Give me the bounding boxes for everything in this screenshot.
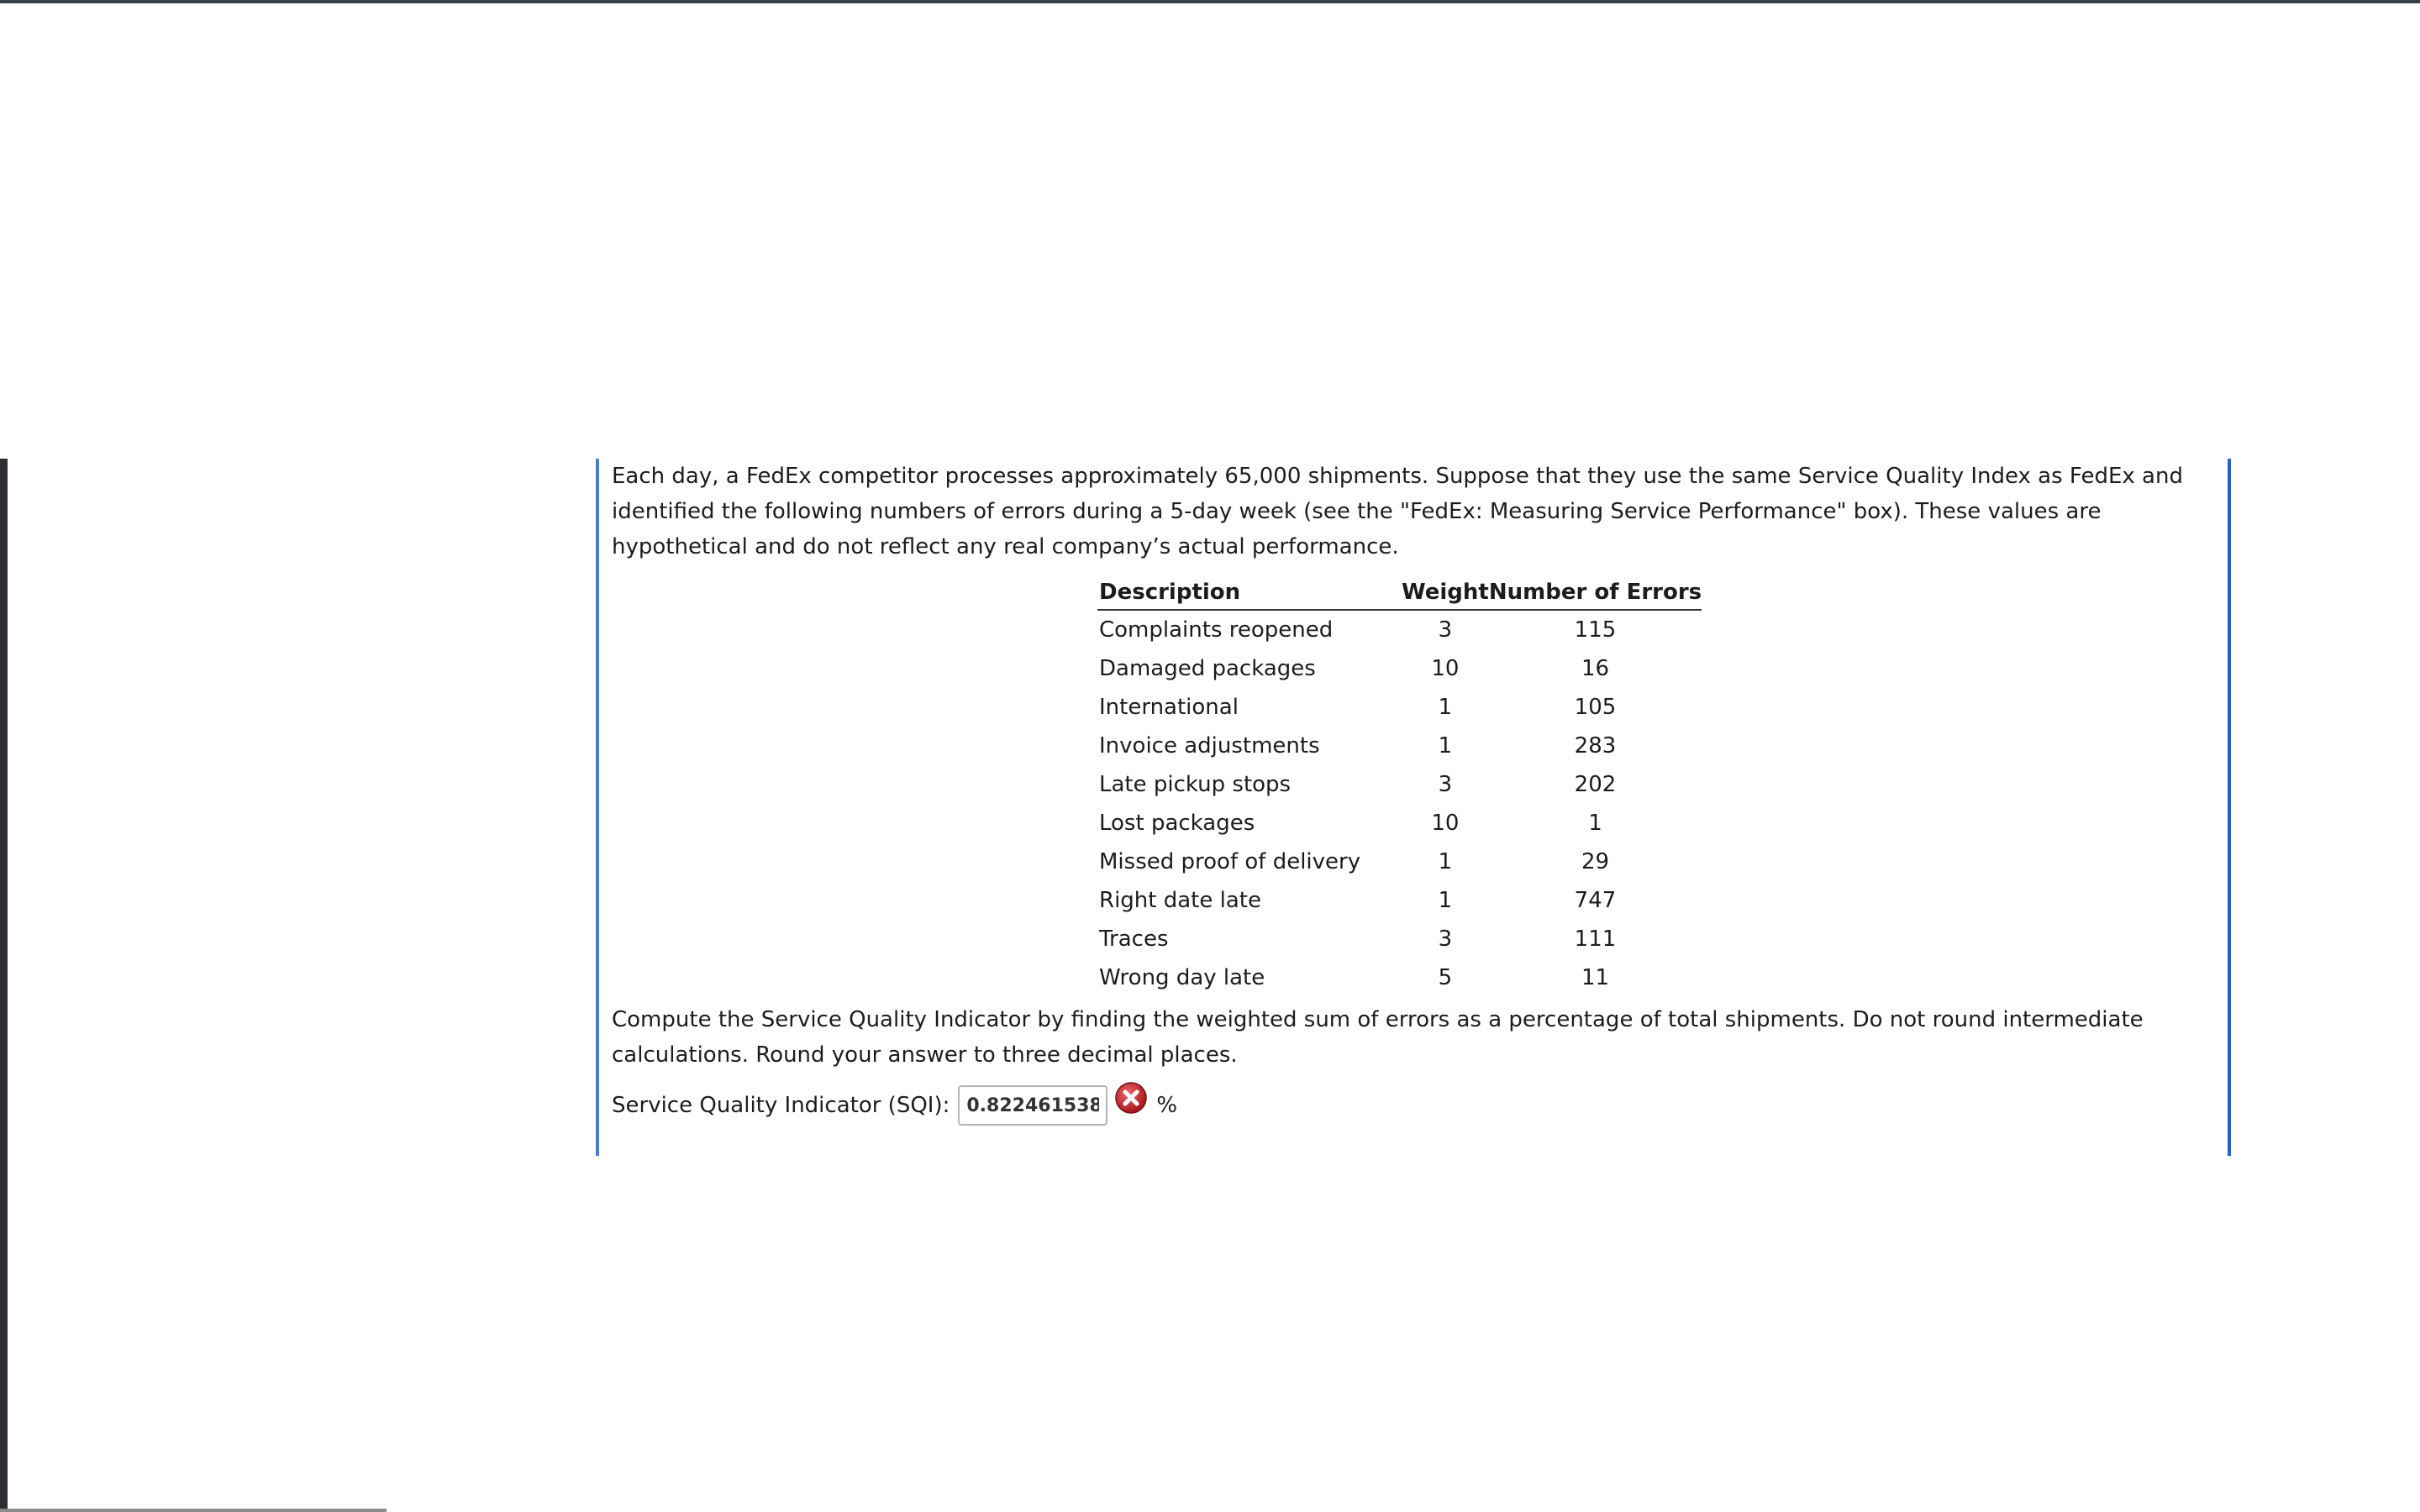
header-number-of-errors: Number of Errors	[1489, 575, 1702, 610]
error-weights-table	[1097, 575, 1702, 997]
row-weight: 10	[1431, 656, 1460, 681]
table-row	[1097, 649, 1702, 688]
row-description: Invoice adjustments	[1099, 733, 1320, 759]
row-errors: 16	[1581, 656, 1610, 681]
row-weight: 1	[1438, 733, 1453, 759]
table-row	[1097, 881, 1702, 920]
answer-row	[612, 1084, 1177, 1127]
row-description: Traces	[1099, 927, 1169, 952]
row-description: Damaged packages	[1099, 656, 1316, 681]
row-weight: 1	[1438, 888, 1453, 913]
top-window-bar	[0, 0, 2420, 3]
question-instruction: Compute the Service Quality Indicator by finding the weighted sum of errors as a percentage of total shipments. Do not round intermediate calculations. Round your answer to three decimal places.	[612, 1007, 2144, 1068]
row-errors: 111	[1574, 927, 1617, 952]
header-weight: Weight	[1402, 575, 1489, 610]
row-errors: 115	[1574, 617, 1617, 643]
row-description: Right date late	[1099, 888, 1261, 913]
row-errors: 105	[1574, 695, 1617, 720]
percent-unit: %	[1156, 1093, 1178, 1118]
row-description: Missed proof of delivery	[1099, 849, 1361, 874]
table-row	[1097, 610, 1702, 649]
table-row	[1097, 958, 1702, 997]
horizontal-scrollbar[interactable]	[0, 1509, 387, 1512]
table-row	[1097, 804, 1702, 843]
left-panel-edge	[0, 459, 8, 1512]
row-errors: 747	[1574, 888, 1617, 913]
row-errors: 1	[1588, 811, 1602, 836]
table-row	[1097, 765, 1702, 804]
wrong-answer-icon	[1114, 1081, 1148, 1115]
row-description: Late pickup stops	[1099, 772, 1292, 797]
question-intro: Each day, a FedEx competitor processes approximately 65,000 shipments. Suppose that they use the same Service Quality Index as FedEx and identified the following numbers of errors during a 5-day week (see the "FedEx: Measuring Service Performance" box). These values are hypothetical and do not reflect any real company’s actual performance.	[612, 464, 2183, 559]
row-weight: 1	[1438, 849, 1453, 874]
row-weight: 10	[1431, 811, 1460, 836]
row-weight: 1	[1438, 695, 1453, 720]
row-weight: 3	[1438, 772, 1453, 797]
row-errors: 202	[1574, 772, 1617, 797]
row-errors: 29	[1581, 849, 1610, 874]
question-panel	[596, 459, 2231, 1156]
table-header-row	[1097, 575, 1702, 610]
row-description: International	[1099, 695, 1239, 720]
row-weight: 3	[1438, 617, 1453, 643]
row-description: Wrong day late	[1099, 965, 1265, 990]
header-description: Description	[1097, 575, 1402, 610]
row-description: Lost packages	[1099, 811, 1255, 836]
table-row	[1097, 920, 1702, 958]
row-errors: 11	[1581, 965, 1610, 990]
row-errors: 283	[1574, 733, 1617, 759]
table-row	[1097, 727, 1702, 765]
table-row	[1097, 688, 1702, 727]
row-weight: 3	[1438, 927, 1453, 952]
sqi-answer-input[interactable]	[958, 1085, 1107, 1126]
table-row	[1097, 843, 1702, 881]
sqi-label: Service Quality Indicator (SQI):	[612, 1093, 950, 1118]
row-description: Complaints reopened	[1099, 617, 1334, 643]
row-weight: 5	[1438, 965, 1453, 990]
